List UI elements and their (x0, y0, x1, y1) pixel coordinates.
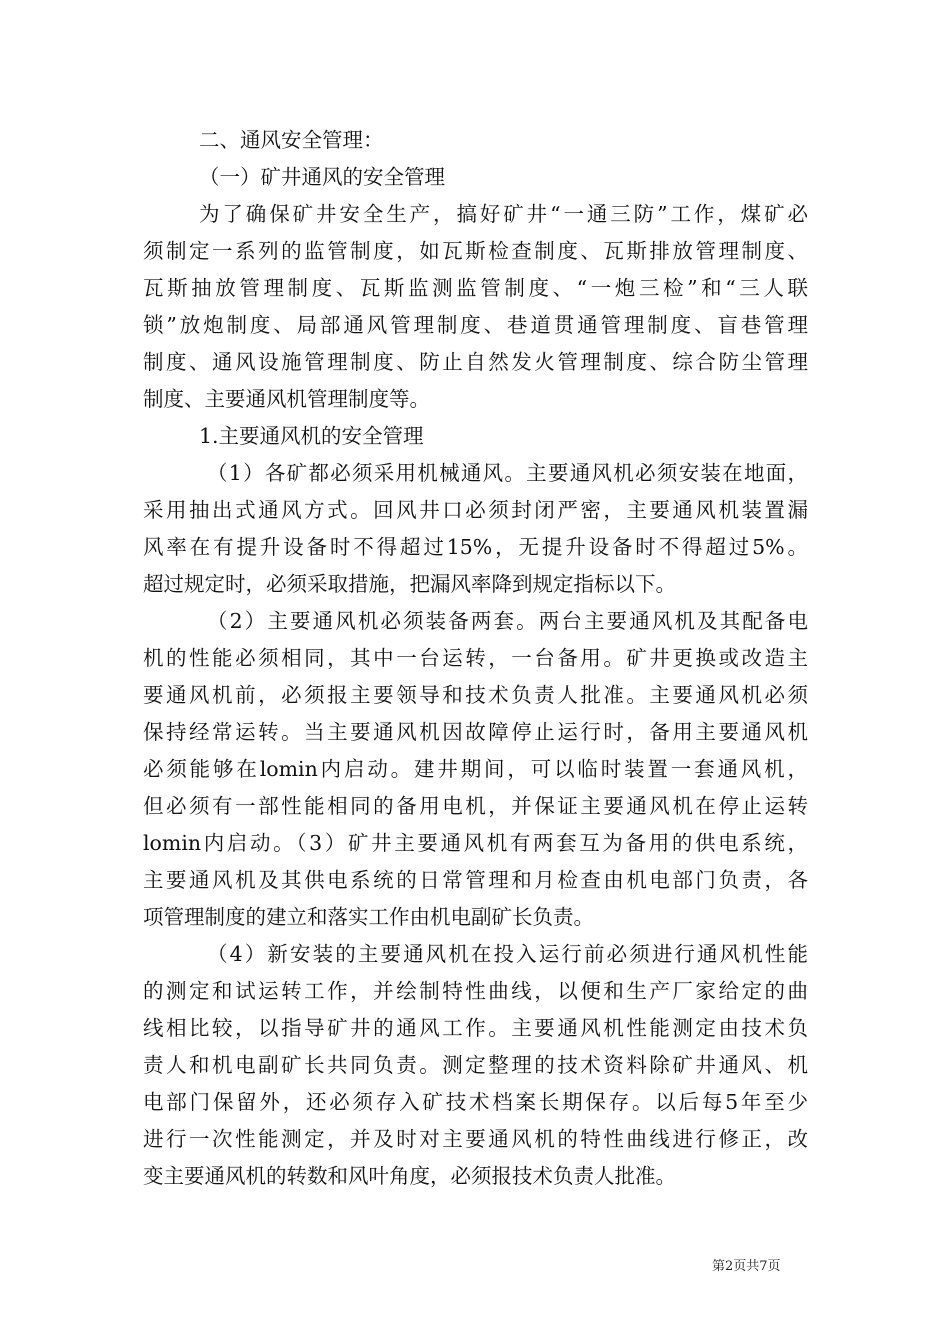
paragraph-line: 风率在有提升设备时不得超过15%，无提升设备时不得超过5%。 (143, 535, 808, 559)
paragraph-line: 主要通风机及其供电系统的日常管理和月检查由机电部门负责，各 (143, 868, 808, 892)
paragraph-line: 要通风机前，必须报主要领导和技术负责人批准。主要通风机必须 (143, 683, 808, 707)
page-number: 第2页共7页 (712, 1259, 781, 1274)
paragraph-line: 电部门保留外，还必须存入矿技术档案长期保存。以后每5年至少 (143, 1090, 808, 1114)
paragraph-line: 责人和机电副矿长共同负责。测定整理的技术资料除矿井通风、机 (143, 1053, 808, 1077)
paragraph-line: 必须能够在lomin内启动。建井期间，可以临时装置一套通风机， (143, 757, 808, 781)
paragraph-line: 进行一次性能测定，并及时对主要通风机的特性曲线进行修正，改 (143, 1127, 808, 1151)
paragraph-line: 的测定和试运转工作，并绘制特性曲线，以便和生产厂家给定的曲 (143, 979, 808, 1003)
document-body (143, 122, 808, 1195)
paragraph-line: （1）各矿都必须采用机械通风。主要通风机必须安装在地面， (207, 461, 808, 485)
paragraph-line: 超过规定时，必须采取措施，把漏风率降到规定指标以下。 (143, 572, 676, 596)
paragraph-line: lomin内启动。（3）矿井主要通风机有两套互为备用的供电系统， (143, 831, 808, 855)
paragraph-line: 制度、通风设施管理制度、防止自然发火管理制度、综合防尘管理 (143, 350, 808, 374)
paragraph-line: （2）主要通风机必须装备两套。两台主要通风机及其配备电 (207, 609, 808, 633)
paragraph-line: 机的性能必须相同，其中一台运转，一台备用。矿井更换或改造主 (143, 646, 808, 670)
paragraph-line: 项管理制度的建立和落实工作由机电副矿长负责。 (143, 905, 594, 929)
paragraph-line: 须制定一系列的监管制度，如瓦斯检查制度、瓦斯排放管理制度、 (143, 239, 808, 263)
paragraph-line: 为了确保矿井安全生产，搞好矿井“一通三防”工作，煤矿必 (199, 202, 808, 226)
paragraph-line: 但必须有一部性能相同的备用电机，并保证主要通风机在停止运转 (143, 794, 808, 818)
paragraph-line: （4）新安装的主要通风机在投入运行前必须进行通风机性能 (207, 942, 808, 966)
item-heading: 1.主要通风机的安全管理 (199, 424, 424, 448)
paragraph-line: 变主要通风机的转数和风叶角度，必须报技术负责人批准。 (143, 1164, 676, 1188)
paragraph-line: 瓦斯抽放管理制度、瓦斯监测监管制度、“一炮三检”和“三人联 (143, 276, 808, 300)
section-heading: 二、通风安全管理： (199, 128, 384, 152)
paragraph-line: 锁”放炮制度、局部通风管理制度、巷道贯通管理制度、盲巷管理 (143, 313, 808, 337)
subsection-heading: （一）矿井通风的安全管理 (199, 165, 445, 189)
paragraph-line: 线相比较，以指导矿井的通风工作。主要通风机性能测定由技术负 (143, 1016, 808, 1040)
paragraph-line: 采用抽出式通风方式。回风井口必须封闭严密，主要通风机装置漏 (143, 498, 808, 522)
paragraph-line: 制度、主要通风机管理制度等。 (143, 387, 430, 411)
paragraph-line: 保持经常运转。当主要通风机因故障停止运行时，备用主要通风机 (143, 720, 808, 744)
